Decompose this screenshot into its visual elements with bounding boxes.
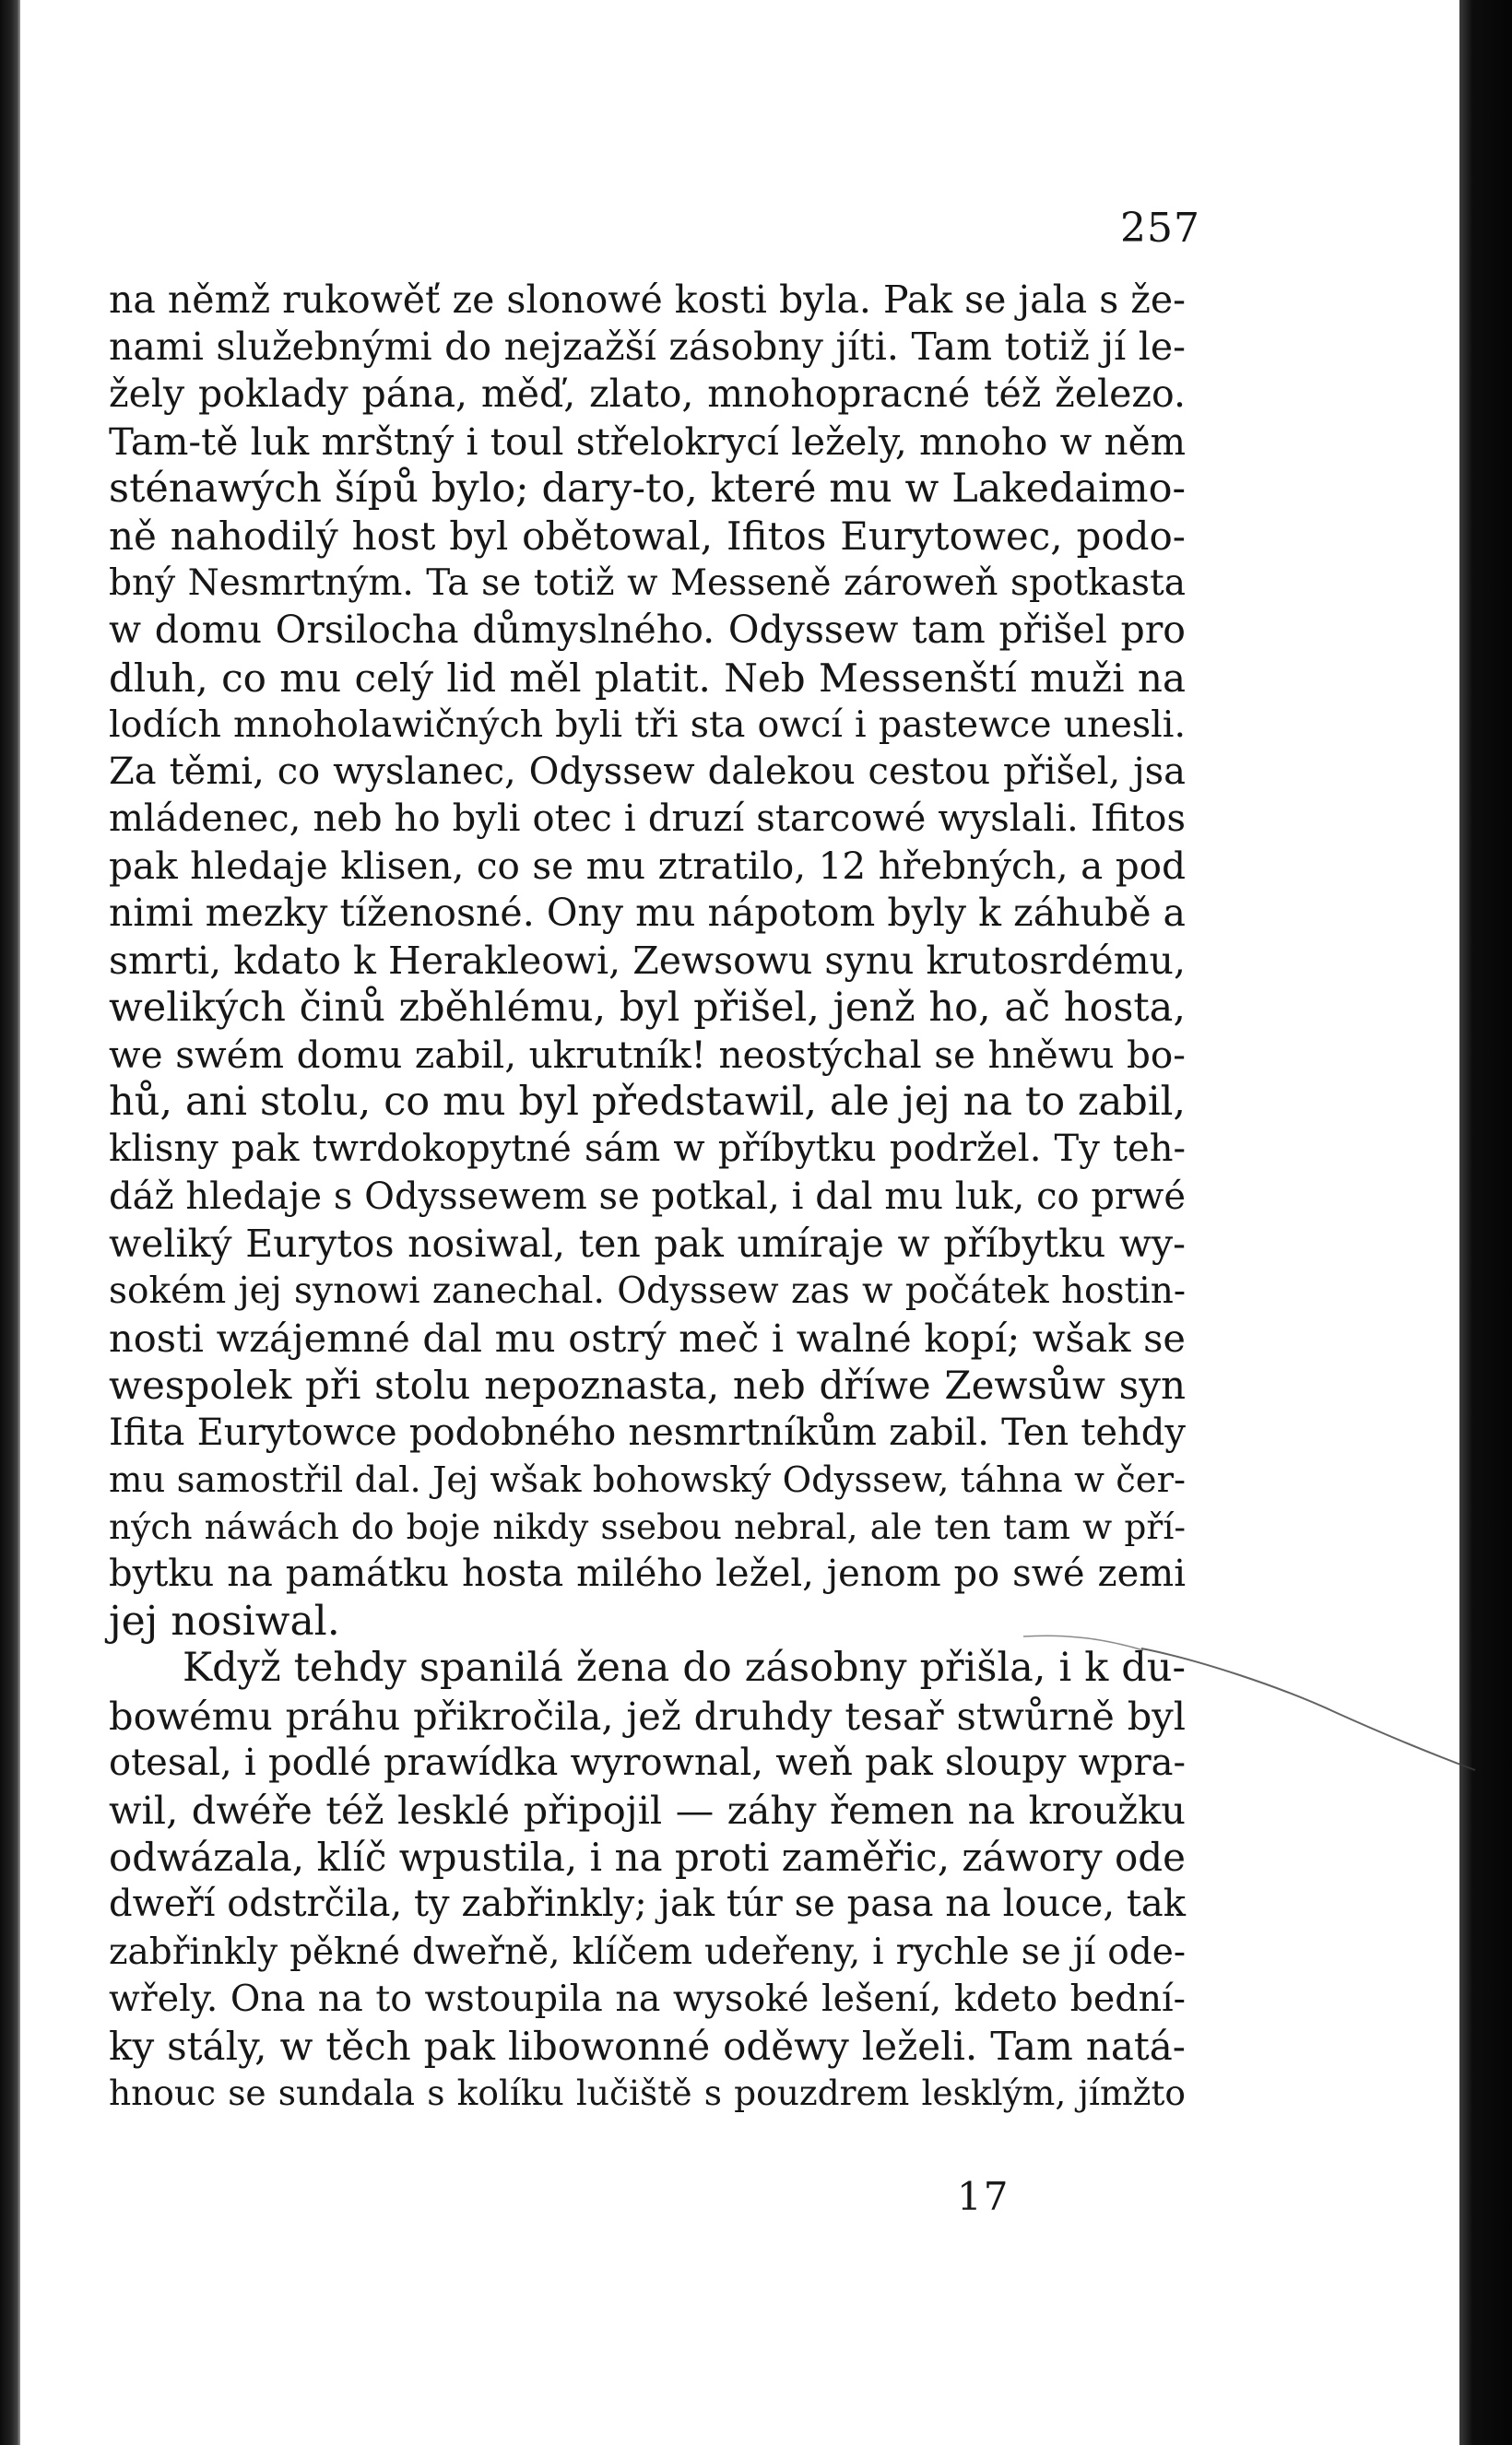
- text-line: wřely. Ona na to wstoupila na wysoké lešení, kdeto bední-: [109, 1977, 1186, 2020]
- body-text: [109, 277, 1186, 2117]
- text-line: hnouc se sundala s kolíku lučiště s pouzdrem lesklým, jímžto: [109, 2073, 1186, 2114]
- text-line: sténawých šípů bylo; dary-to, které mu w Lakedaimo-: [109, 465, 1186, 512]
- text-line: dluh, co mu celý lid měl platit. Neb Messenští muži na: [109, 655, 1186, 701]
- text-line: ky stály, w těch pak libowonné oděwy leželi. Tam natá-: [109, 2023, 1186, 2069]
- page-number: 257: [1120, 205, 1200, 252]
- text-line: wil, dwéře též lesklé připojil — záhy řemen na kroužku: [109, 1788, 1186, 1833]
- text-line: w domu Orsilocha důmyslného. Odyssew tam přišel pro: [109, 608, 1186, 653]
- printer-signature-mark: 17: [957, 2174, 1010, 2219]
- text-line: hů, ani stolu, co mu byl předstawil, ale jej na to zabil,: [109, 1079, 1186, 1126]
- text-line: odwázala, klíč wpustila, i na proti zaměřic, záwory ode: [109, 1835, 1186, 1881]
- text-line: Ifita Eurytowce podobného nesmrtníkům zabil. Ten tehdy: [109, 1411, 1186, 1454]
- text-line: wespolek při stolu nepoznasta, neb dříwe Zewsůw syn: [109, 1363, 1186, 1409]
- text-line: bowému práhu přikročila, jež druhdy tesař stwůrně byl: [109, 1693, 1186, 1739]
- text-line: dweří odstrčila, ty zabřinkly; jak túr se pasa na louce, tak: [109, 1883, 1186, 1926]
- text-line: sokém jej synowi zanechal. Odyssew zas w počátek hostin-: [109, 1270, 1186, 1312]
- text-line: nimi mezky tíženosné. Ony mu nápotom byly k záhubě a: [109, 891, 1186, 936]
- text-line: dáž hledaje s Odyssewem se potkal, i dal mu luk, co prwé: [109, 1175, 1186, 1218]
- text-line: zabřinkly pěkné dweřně, klíčem udeřeny, i rychle se jí ode-: [109, 1931, 1186, 1973]
- text-line: bný Nesmrtným. Ta se totiž w Messeně zároweň spotkasta: [109, 562, 1186, 605]
- paragraph-end-line: jej nosiwal.: [109, 1598, 340, 1646]
- text-line: ných náwách do boje nikdy ssebou nebral, ale ten tam w pří-: [109, 1506, 1186, 1547]
- text-line: otesal, i podlé prawídka wyrownal, weň pak sloupy wpra-: [109, 1741, 1186, 1784]
- text-line: mládenec, neb ho byli otec i druzí starcowé wyslali. Ifitos: [109, 797, 1186, 841]
- text-line: klisny pak twrdokopytné sám w příbytku podržel. Ty teh-: [109, 1128, 1186, 1171]
- book-spine-left-edge: [0, 0, 20, 2445]
- text-line: we swém domu zabil, ukrutník! neostýchal se hněwu bo-: [109, 1033, 1186, 1077]
- text-line: Za těmi, co wyslanec, Odyssew dalekou cestou přišel, jsa: [109, 750, 1186, 793]
- text-line: bytku na památku hosta milého ležel, jenom po swé zemi: [109, 1553, 1186, 1596]
- book-spine-right-edge: [1459, 0, 1512, 2445]
- text-line: smrti, kdato k Herakleowi, Zewsowu synu krutosrdému,: [109, 938, 1186, 983]
- text-line: ně nahodilý host byl obětowal, Ifitos Eurytowec, podo-: [109, 513, 1186, 559]
- text-line: nosti wzájemné dal mu ostrý meč i walné kopí; wšak se: [109, 1316, 1186, 1362]
- text-line: weliký Eurytos nosiwal, ten pak umíraje w příbytku wy-: [109, 1221, 1186, 1266]
- text-line: welikých činů zběhlému, byl přišel, jenž ho, ač hosta,: [109, 984, 1186, 1031]
- text-line: na němž rukowěť ze slonowé kosti byla. Pak se jala s že-: [109, 278, 1186, 322]
- paragraph-start-line: Když tehdy spanilá žena do zásobny přišla, i k du-: [183, 1645, 1186, 1692]
- text-line: lodích mnoholawičných byli tři sta owcí i pastewce unesli.: [109, 703, 1186, 746]
- text-line: žely poklady pána, měď, zlato, mnohopracné též železo.: [109, 372, 1186, 417]
- text-line: nami služebnými do nejzažší zásobny jíti. Tam totiž jí le-: [109, 325, 1186, 370]
- text-line: Tam-tě luk mrštný i toul střelokrycí ležely, mnoho w něm: [109, 419, 1186, 464]
- text-line: mu samostřil dal. Jej wšak bohowský Odyssew, táhna w čer-: [109, 1459, 1186, 1501]
- text-line: pak hledaje klisen, co se mu ztratilo, 12 hřebných, a pod: [109, 844, 1186, 889]
